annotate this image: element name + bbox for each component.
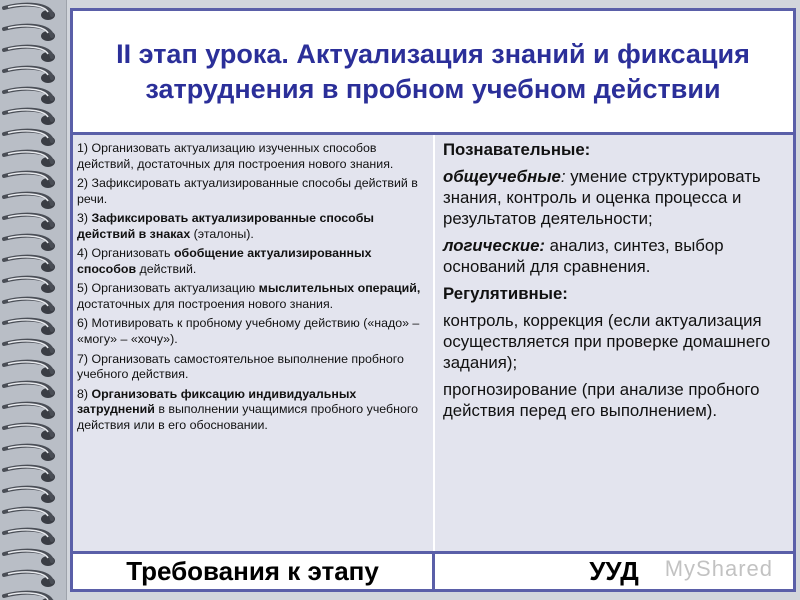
uud-item-text: Познавательные: — [443, 140, 591, 159]
requirement-item-text: Зафиксировать актуализированные способы действий в знаках — [77, 211, 374, 241]
requirement-item — [77, 246, 429, 278]
requirement-item-text: 7) Организовать самостоятельное выполнение пробного учебного действия. — [77, 351, 404, 382]
requirement-item-text: действий. — [136, 262, 197, 277]
uud-item — [443, 283, 783, 304]
uud-item-text: анализ, синтез, выбор оснований для сравнения. — [443, 236, 724, 276]
requirement-item-text: обобщение актуализированных способов — [77, 246, 372, 277]
uud-list — [435, 135, 793, 551]
requirement-item — [77, 141, 429, 173]
requirement-item — [77, 281, 429, 313]
uud-item — [443, 235, 783, 277]
uud-item — [443, 310, 783, 373]
requirement-item-text: (эталоны). — [190, 226, 254, 241]
requirement-item-text: 5) Организовать актуализацию — [77, 281, 259, 296]
uud-item-text: Регулятивные: — [443, 284, 568, 303]
footer-uud-label: УУД — [589, 556, 639, 586]
table-footer — [73, 551, 793, 589]
spiral-binding — [0, 0, 67, 600]
uud-item — [443, 166, 783, 229]
requirement-item — [77, 211, 429, 243]
requirement-item — [77, 176, 429, 208]
stage-requirements-list — [73, 135, 435, 551]
content-area — [73, 135, 793, 551]
requirement-item — [77, 387, 429, 434]
uud-item — [443, 379, 783, 421]
watermark-logo: MyShared — [664, 556, 773, 581]
slide — [70, 8, 796, 592]
requirement-item-text: 1) Организовать актуализацию изученных способов действий, достаточных для построения нового знания. — [77, 141, 394, 171]
requirement-item-text: мыслительных операций, — [258, 281, 421, 296]
requirement-item-text: 2) Зафиксировать актуализированные способы действий в речи. — [77, 176, 418, 206]
uud-item-text: контроль, коррекция (если актуализация осуществляется при проверке домашнего задания); — [443, 311, 771, 372]
uud-item-text: прогнозирование (при анализе пробного действия перед его выполнением). — [443, 380, 760, 420]
requirement-item-text: Организовать фиксацию индивидуальных затруднений — [77, 386, 357, 417]
uud-item-text: : — [560, 167, 566, 186]
requirement-item-text: 3) — [77, 211, 92, 226]
slide-title: II этап урока. Актуализация знаний и фиксация затруднения в пробном учебном действии — [73, 11, 793, 135]
uud-item-text: умение структурировать знания, контроль и оценка процесса и результатов деятельности; — [443, 167, 761, 228]
requirement-item — [77, 352, 429, 384]
requirement-item — [77, 316, 429, 348]
uud-item-text: логические: — [443, 236, 546, 255]
requirement-item-text: достаточных для построения нового знания. — [77, 297, 334, 312]
footer-requirements-label: Требования к этапу — [73, 554, 435, 589]
requirement-item-text: 8) — [77, 386, 92, 401]
requirement-item-text: в выполнении учащимися пробного учебного действия или в его обосновании. — [77, 402, 419, 433]
uud-item — [443, 139, 783, 160]
footer-uud-cell — [435, 554, 793, 589]
requirement-item-text: 6) Мотивировать к пробному учебному действию («надо» – «могу» – «хочу»). — [77, 316, 420, 347]
spiral-rings — [0, 0, 66, 600]
uud-item-text: общеучебные — [443, 167, 561, 186]
requirement-item-text: 4) Организовать — [77, 246, 174, 261]
